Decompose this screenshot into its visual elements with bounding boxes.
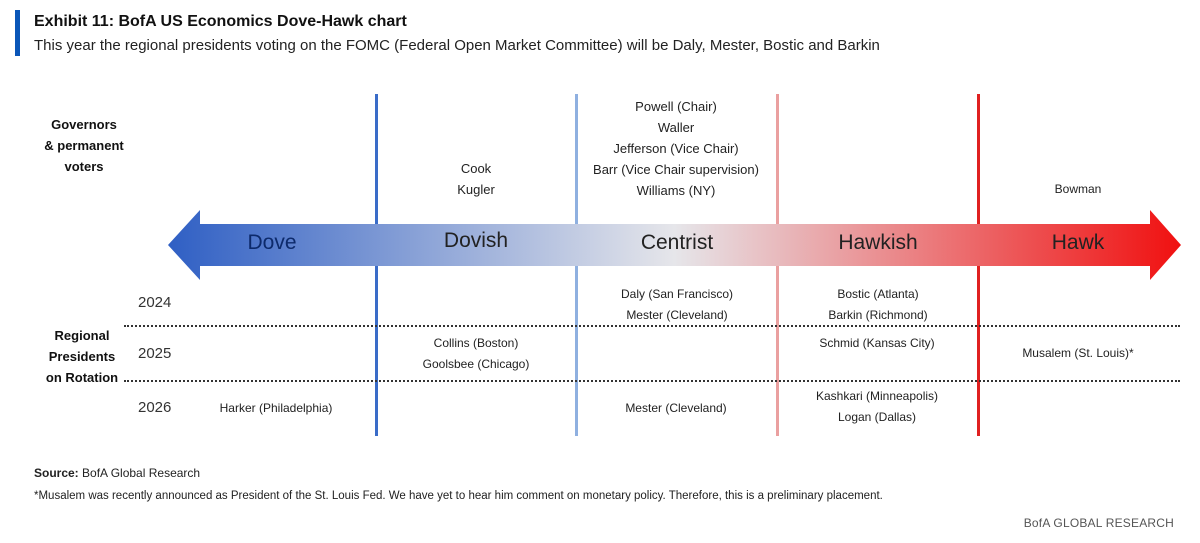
member-name: Daly (San Francisco): [620, 287, 734, 301]
row-header-regional-line: Regional: [54, 328, 110, 343]
member-name: Logan (Dallas): [837, 410, 917, 424]
row-header-regional-line: on Rotation: [45, 370, 119, 385]
arrow-label-centrist: Centrist: [640, 231, 714, 254]
member-name: Bostic (Atlanta): [837, 287, 919, 301]
regional-2026-dove: [220, 398, 333, 419]
year-label-2024: 2024: [138, 294, 172, 311]
row-header-regional: [22, 325, 142, 388]
regional-2026-centrist: [625, 398, 726, 419]
governors-dovish: [457, 158, 495, 200]
year-label-2025: 2025: [138, 345, 172, 362]
member-name: Cook: [460, 161, 492, 176]
member-name: Barr (Vice Chair supervision): [593, 162, 759, 177]
arrow-label-hawkish: Hawkish: [838, 231, 918, 254]
footnote: *Musalem was recently announced as President of the St. Louis Fed. We have yet to hear him comment on monetary policy. Therefore, this is a preliminary placement.: [34, 490, 883, 502]
source-note: [34, 466, 200, 480]
regional-2024-hawkish: [828, 284, 927, 326]
exhibit-title: Exhibit 11: BofA US Economics Dove-Hawk chart: [34, 13, 407, 30]
member-name: Williams (NY): [636, 183, 716, 198]
regional-2025-dovish: [423, 333, 530, 375]
source-label: Source:: [34, 466, 79, 480]
regional-2025-hawk: [1022, 343, 1133, 364]
brand-label: BofA GLOBAL RESEARCH: [1023, 516, 1174, 530]
member-name: Powell (Chair): [635, 99, 717, 114]
row-header-governors-line: Governors: [51, 117, 117, 132]
exhibit-subtitle: This year the regional presidents voting on the FOMC (Federal Open Market Committee) will be Daly, Mester, Bostic and Barkin: [34, 37, 880, 54]
member-name: Mester (Cleveland): [626, 308, 728, 322]
regional-2025-hawkish: [819, 333, 934, 354]
year-label-2026: 2026: [138, 399, 172, 416]
governors-centrist: [593, 96, 759, 201]
row-header-governors-line: voters: [64, 159, 104, 174]
member-name: Bowman: [1054, 182, 1102, 196]
member-name: Mester (Cleveland): [625, 401, 727, 415]
member-name: Schmid (Kansas City): [819, 336, 935, 350]
member-name: Musalem (St. Louis)*: [1022, 346, 1134, 360]
row-divider-2025-2026: [124, 380, 1180, 382]
title-accent-bar: [15, 10, 20, 56]
row-header-governors: [24, 114, 144, 177]
member-name: Jefferson (Vice Chair): [613, 141, 739, 156]
member-name: Kashkari (Minneapolis): [815, 389, 939, 403]
member-name: Harker (Philadelphia): [219, 401, 333, 415]
arrow-label-hawk: Hawk: [1051, 231, 1105, 254]
member-name: Barkin (Richmond): [828, 308, 928, 322]
governors-hawk: [1055, 179, 1102, 200]
member-name: Goolsbee (Chicago): [422, 357, 530, 371]
arrow-label-dove: Dove: [247, 231, 297, 254]
regional-2024-centrist: [621, 284, 733, 326]
regional-2026-hawkish: [816, 386, 938, 428]
source-text: BofA Global Research: [78, 466, 201, 480]
member-name: Collins (Boston): [433, 336, 519, 350]
member-name: Waller: [657, 120, 695, 135]
member-name: Kugler: [457, 182, 495, 197]
row-header-governors-line: & permanent: [44, 138, 124, 153]
arrow-label-dovish: Dovish: [443, 229, 509, 252]
row-header-regional-line: Presidents: [48, 349, 116, 364]
